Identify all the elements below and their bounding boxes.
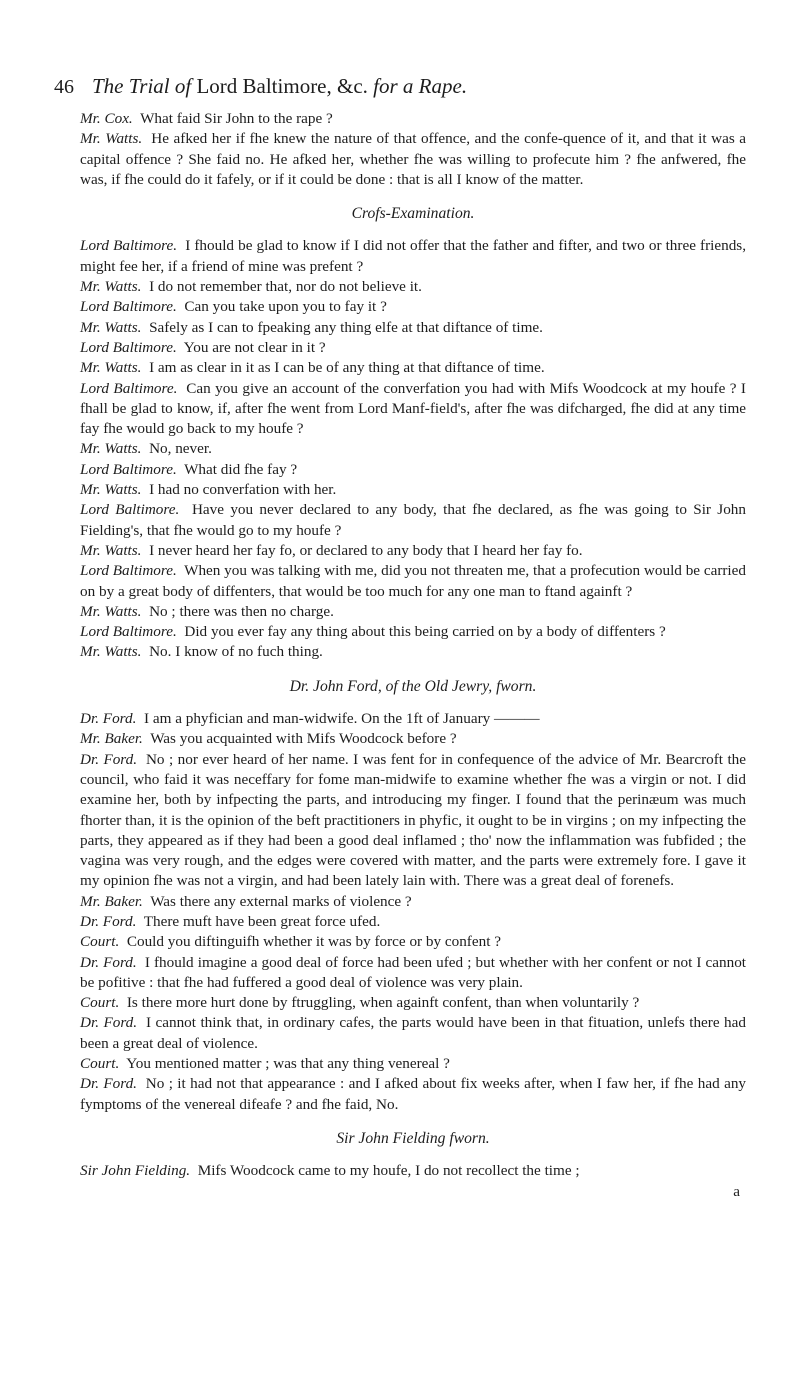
testimony-text: Could you diftinguifh whether it was by force or by confent ? xyxy=(126,933,501,951)
testimony-text: I fhould be glad to know if I did not offer that the father and fifter, and two or three friends, might fee her, if a friend of mine was prefent ? xyxy=(80,237,747,275)
speaker-name: Mr. Watts. xyxy=(80,643,142,661)
speaker-name: Mr. Watts. xyxy=(80,278,142,296)
testimony-text: I cannot think that, in ordinary cafes, the parts would have been in that fituation, unlefs there had been a great deal of violence. xyxy=(80,1014,746,1052)
speaker-name: Mr. Watts. xyxy=(80,481,142,499)
testimony-text: What did fhe fay ? xyxy=(184,460,298,478)
testimony-paragraph xyxy=(80,338,746,358)
testimony-paragraph xyxy=(80,750,746,892)
testimony-text: No, never. xyxy=(149,440,212,458)
testimony-paragraph xyxy=(80,297,746,317)
testimony-paragraph xyxy=(80,460,746,480)
speaker-name: Mr. Watts. xyxy=(80,602,142,620)
testimony-text: I do not remember that, nor do not believe it. xyxy=(149,278,422,296)
testimony-paragraph xyxy=(80,729,746,749)
speaker-name: Lord Baltimore. xyxy=(80,623,177,641)
running-title xyxy=(92,74,467,99)
speaker-name: Mr. Baker. xyxy=(80,892,143,910)
testimony-paragraph xyxy=(80,358,746,378)
speaker-name: Dr. Ford. xyxy=(80,953,137,971)
testimony-paragraph xyxy=(80,318,746,338)
testimony-paragraph xyxy=(80,109,746,129)
testimony-paragraph xyxy=(80,1074,746,1115)
testimony-text: I never heard her fay fo, or declared to any body that I heard her fay fo. xyxy=(149,541,583,559)
catchword: a xyxy=(733,1182,740,1200)
testimony-text: Was there any external marks of violence ? xyxy=(150,892,412,910)
testimony-paragraph xyxy=(80,439,746,459)
title-suffix: for a Rape. xyxy=(373,74,468,98)
speaker-name: Dr. Ford. xyxy=(80,1075,137,1093)
testimony-text: Can you take upon you to fay it ? xyxy=(184,298,387,316)
testimony-paragraph xyxy=(80,561,746,602)
testimony-text: What faid Sir John to the rape ? xyxy=(140,110,333,127)
speaker-name: Dr. Ford. xyxy=(80,1014,138,1032)
testimony-text: He afked her if fhe knew the nature of that offence, and the confe-quence of it, and that it was a capital offence ? She faid no. He afked her, whether fhe was willing to profecute him ? fhe anfwered, fhe was, if fhe could do it fafely, or if it could be done : that is all I know of the matter. xyxy=(80,130,747,188)
testimony-text: Is there more hurt done by ftruggling, when againft confent, than when voluntarily ? xyxy=(126,994,640,1012)
testimony-paragraph xyxy=(80,277,746,297)
speaker-name: Lord Baltimore. xyxy=(80,298,177,316)
testimony-text: I am a phyfician and man-widwife. On the 1ft of January ——— xyxy=(144,710,540,728)
speaker-name: Court. xyxy=(80,933,120,951)
testimony-paragraph xyxy=(80,932,746,952)
speaker-name: Mr. Watts. xyxy=(80,359,142,377)
book-page xyxy=(54,74,746,1202)
speaker-name: Lord Baltimore. xyxy=(80,460,177,478)
speaker-name: Sir John Fielding. xyxy=(80,1162,191,1180)
trial-transcript xyxy=(54,109,746,1182)
testimony-text: No. I know of no fuch thing. xyxy=(149,643,323,661)
testimony-paragraph xyxy=(80,480,746,500)
testimony-paragraph xyxy=(80,500,746,541)
speaker-name: Mr. Watts. xyxy=(80,318,142,336)
running-header xyxy=(54,74,746,99)
speaker-name: Lord Baltimore. xyxy=(80,237,178,255)
testimony-paragraph xyxy=(80,642,746,662)
testimony-text: You are not clear in it ? xyxy=(183,338,326,356)
testimony-paragraph xyxy=(80,993,746,1013)
section-heading: Dr. John Ford, of the Old Jewry, fworn. xyxy=(289,677,537,695)
testimony-paragraph xyxy=(80,709,746,729)
testimony-text: Mifs Woodcock came to my houfe, I do not recollect the time ; xyxy=(197,1162,580,1180)
speaker-name: Mr. Watts. xyxy=(80,541,142,559)
testimony-text: Have you never declared to any body, that fhe declared, as fhe was going to Sir John Fielding's, that fhe would go to my houfe ? xyxy=(80,501,746,539)
speaker-name: Dr. Ford. xyxy=(80,750,138,768)
testimony-paragraph xyxy=(80,236,746,277)
testimony-text: I fhould imagine a good deal of force had been ufed ; but whether with her confent or not I cannot be pofitive : that fhe had fuffered a good deal of violence was very plain. xyxy=(80,953,747,991)
testimony-text: I am as clear in it as I can be of any thing at that diftance of time. xyxy=(149,359,545,377)
testimony-text: I had no converfation with her. xyxy=(149,481,337,499)
testimony-paragraph xyxy=(80,602,746,622)
speaker-name: Lord Baltimore. xyxy=(80,562,177,580)
testimony-text: No ; nor ever heard of her name. I was fent for in confequence of the advice of Mr. Bearcroft the council, who faid it was neceffary for fome man-midwife to examine whether fhe was a virgin or not. I did examine her, both by infpecting the parts, and introducing my finger. I found that the perinæum was much fhorter than, it is the opinion of the beft practitioners in phyfic, it ought to be in virgins ; on my infpecting the parts, they appeared as if they had been a good deal inflamed ; tho' now the inflammation was fubfided ; the vagina was very rough, and the edges were covered with matter, and the parts were extremely fore. I gave it my opinion fhe was not a virgin, and had been lately lain with. There was a great deal of forenefs. xyxy=(80,750,747,890)
testimony-text: Safely as I can to fpeaking any thing elfe at that diftance of time. xyxy=(149,318,543,336)
testimony-paragraph xyxy=(80,1161,746,1181)
speaker-name: Dr. Ford. xyxy=(80,710,137,728)
testimony-text: No ; there was then no charge. xyxy=(149,602,334,620)
speaker-name: Dr. Ford. xyxy=(80,912,137,930)
speaker-name: Mr. Watts. xyxy=(80,130,143,148)
testimony-paragraph xyxy=(80,541,746,561)
title-name: Lord Baltimore, &c. xyxy=(196,74,368,98)
testimony-text: You mentioned matter ; was that any thing venereal ? xyxy=(126,1055,450,1073)
testimony-text: When you was talking with me, did you not threaten me, that a profecution would be carried on by a great body of diffenters, that would be too much for any one man to ftand againft ? xyxy=(80,562,746,600)
speaker-name: Court. xyxy=(80,1055,120,1073)
testimony-text: Did you ever fay any thing about this being carried on by a body of diffenters ? xyxy=(184,623,666,641)
testimony-paragraph xyxy=(80,379,746,440)
speaker-name: Mr. Watts. xyxy=(80,440,142,458)
testimony-paragraph xyxy=(80,622,746,642)
title-prefix: The Trial of xyxy=(92,74,192,98)
testimony-paragraph xyxy=(80,129,746,190)
speaker-name: Lord Baltimore. xyxy=(80,379,178,397)
speaker-name: Lord Baltimore. xyxy=(80,338,177,356)
page-number: 46 xyxy=(54,76,74,98)
section-heading: Sir John Fielding fworn. xyxy=(336,1129,490,1147)
section-heading: Crofs-Examination. xyxy=(351,205,475,223)
testimony-paragraph xyxy=(80,892,746,912)
testimony-paragraph xyxy=(80,1054,746,1074)
testimony-paragraph xyxy=(80,1013,746,1054)
testimony-text: There muft have been great force ufed. xyxy=(143,912,381,930)
testimony-paragraph xyxy=(80,912,746,932)
speaker-name: Mr. Cox. xyxy=(80,110,133,127)
speaker-name: Mr. Baker. xyxy=(80,730,143,748)
testimony-text: Was you acquainted with Mifs Woodcock before ? xyxy=(150,730,457,748)
speaker-name: Lord Baltimore. xyxy=(80,501,180,519)
testimony-paragraph xyxy=(80,953,746,994)
testimony-text: No ; it had not that appearance : and I afked about fix weeks after, when I faw her, if fhe had any fymptoms of the venereal difeafe ? and fhe faid, No. xyxy=(80,1075,747,1113)
speaker-name: Court. xyxy=(80,994,120,1012)
testimony-text: Can you give an account of the converfation you had with Mifs Woodcock at my houfe ? I fhall be glad to know, if, after fhe went from Lord Manf-field's, after fhe was difcharged, fhe did at any time fay fhe would go back to my houfe ? xyxy=(80,379,746,438)
